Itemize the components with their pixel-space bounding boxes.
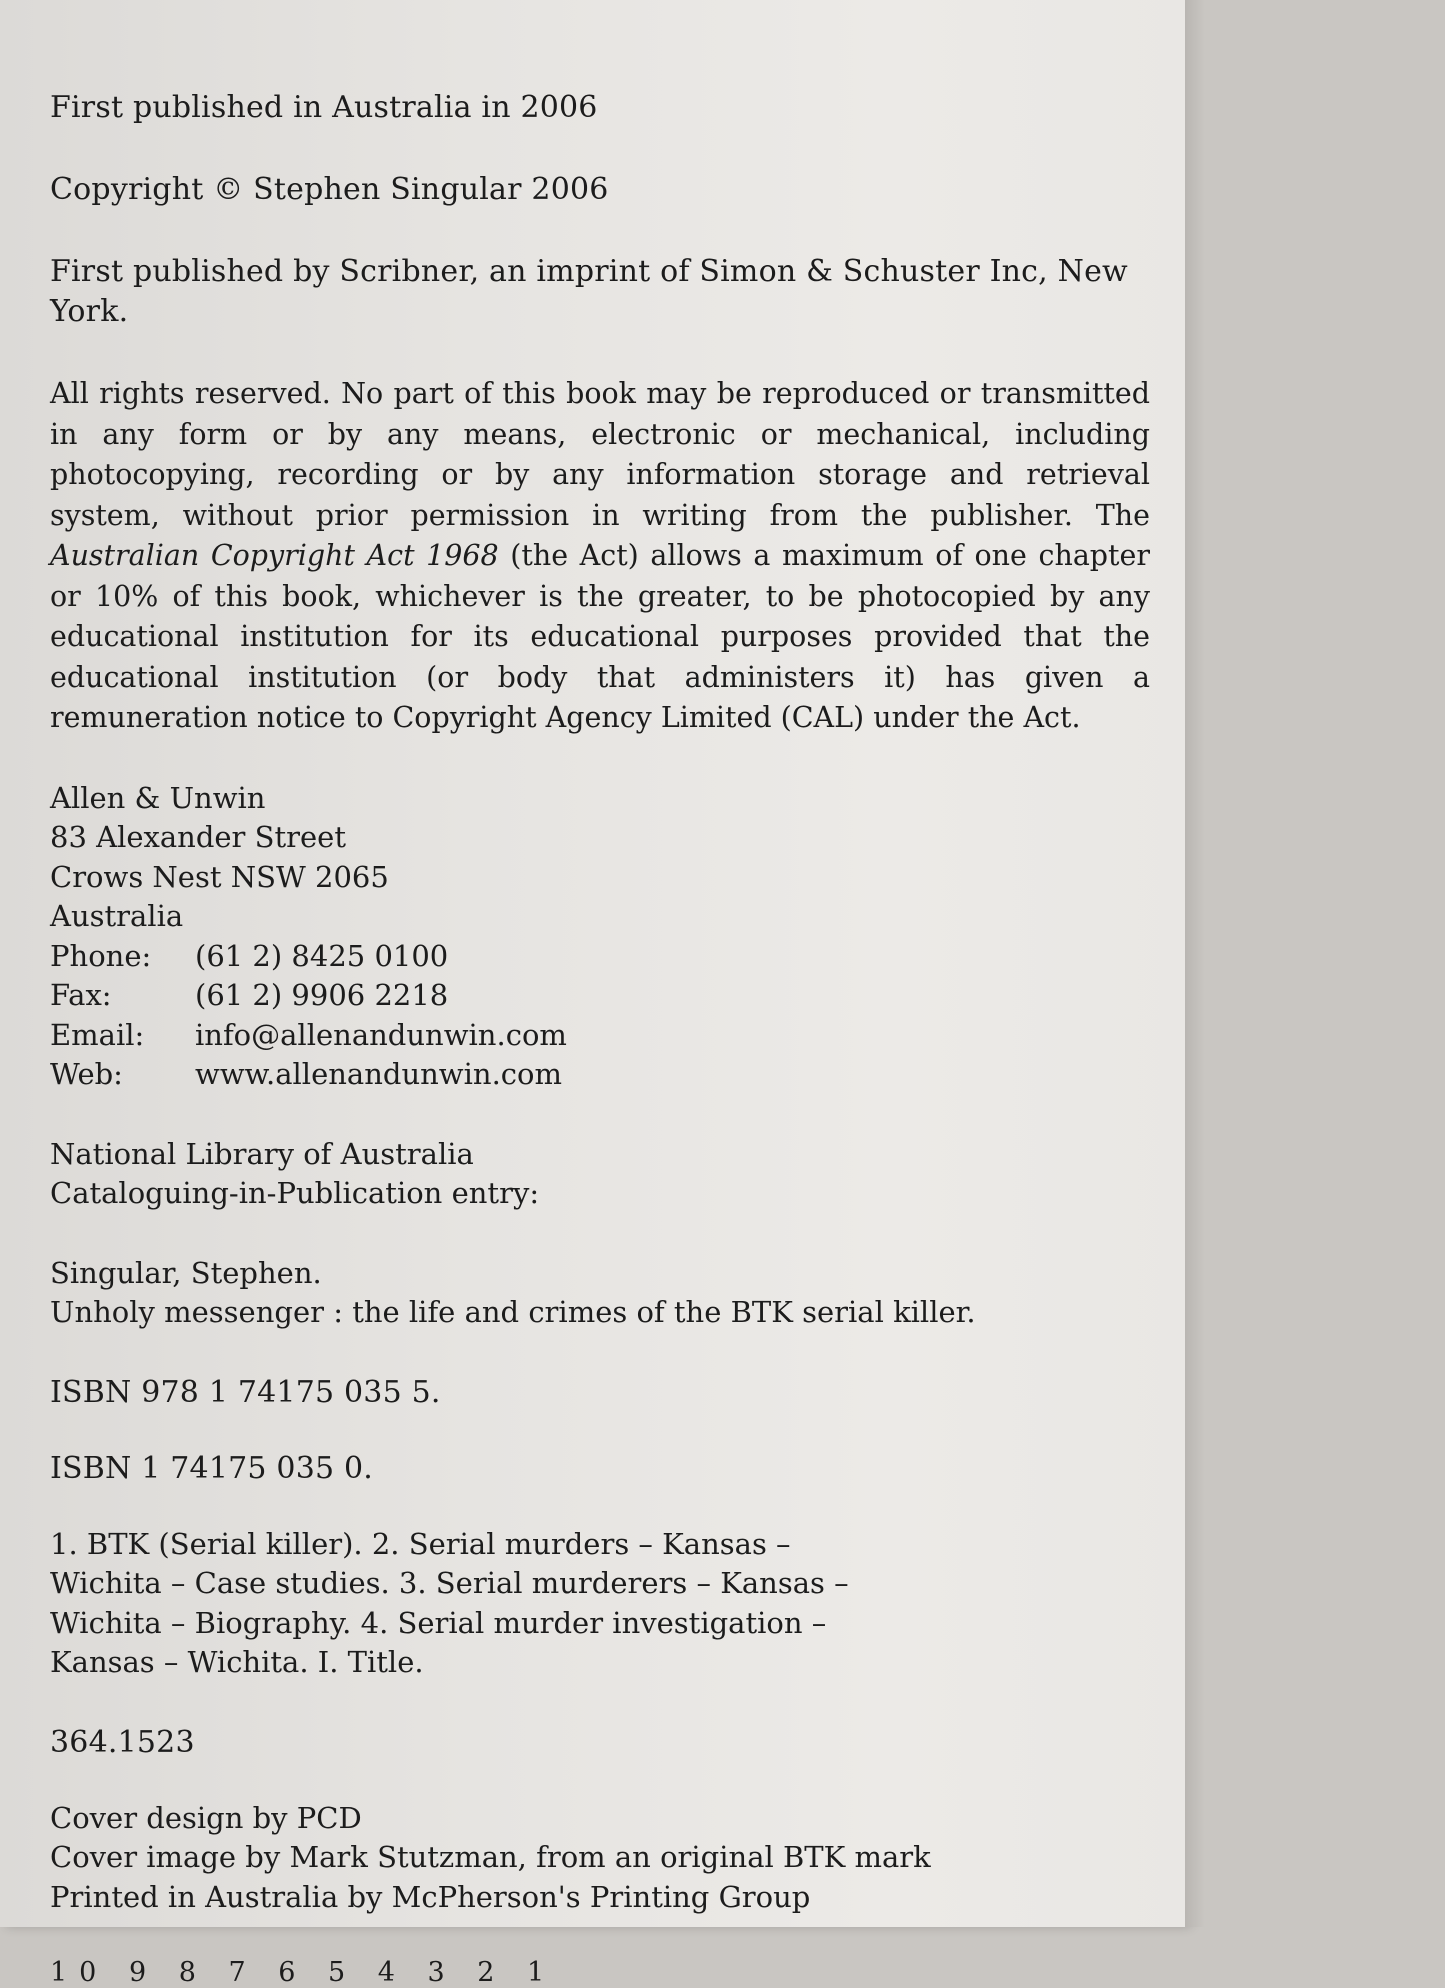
dewey-classification: 364.1523	[50, 1724, 195, 1760]
page-edge-shadow	[1185, 0, 1205, 1927]
first-published-by-line: First published by Scribner, an imprint of Simon & Schuster Inc, New York.	[50, 254, 1128, 329]
copyright-act-title: Australian Copyright Act 1968	[50, 539, 499, 572]
rights-text-part1: All rights reserved. No part of this book may be reproduced or transmitted in any form or by any means, electronic or mechanical, including photocopying, recording or by any information storage and retrieval system, without prior permission in writing from the publisher. The	[50, 377, 1150, 532]
contact-value: (61 2) 8425 0100	[195, 938, 449, 973]
copyright-page-content	[50, 88, 1150, 1988]
rights-text-part2: (the Act) allows a maximum of one chapter or 10% of this book, whichever is the greater, to be photocopied by any educational institution for its educational purposes provided that the educational institution (or body that administers it) has given a remuneration notice to Copyright Agency Limited (CAL) under the Act.	[50, 539, 1150, 734]
cip-subject-line: Kansas – Wichita. I. Title.	[50, 1645, 424, 1679]
cip-subjects-block	[50, 1525, 1150, 1683]
contact-label: Fax:	[50, 978, 112, 1012]
isbn-13: ISBN 978 1 74175 035 5.	[50, 1374, 441, 1410]
publisher-country: Australia	[50, 899, 184, 933]
cover-image-credit: Cover image by Mark Stutzman, from an original BTK mark	[50, 1840, 931, 1874]
contact-label: Web:	[50, 1057, 123, 1091]
contact-label: Phone:	[50, 938, 152, 973]
contact-email-row	[50, 1016, 1150, 1056]
cip-subject-line: 1. BTK (Serial killer). 2. Serial murders – Kansas –	[50, 1526, 791, 1561]
contact-fax-row	[50, 976, 1150, 1016]
cip-heading-block	[50, 1135, 1150, 1214]
cip-title: Unholy messenger : the life and crimes of the BTK serial killer.	[50, 1295, 976, 1329]
publisher-address-block	[50, 779, 1150, 1095]
cover-design-credit: Cover design by PCD	[50, 1800, 362, 1835]
contact-label: Email:	[50, 1017, 145, 1052]
rights-reserved-paragraph	[50, 374, 1150, 739]
library-name: National Library of Australia	[50, 1136, 474, 1171]
printer-credit: Printed in Australia by McPherson's Printing Group	[50, 1879, 811, 1914]
cip-subject-line: Wichita – Biography. 4. Serial murder investigation –	[50, 1605, 827, 1640]
copyright-line: Copyright © Stephen Singular 2006	[50, 172, 609, 207]
contact-web-row	[50, 1055, 1150, 1095]
cip-entry-label: Cataloguing-in-Publication entry:	[50, 1176, 540, 1210]
print-number-line: 10 9 8 7 6 5 4 3 2 1	[50, 1957, 557, 1988]
contact-value: (61 2) 9906 2218	[195, 978, 449, 1012]
contact-phone-row	[50, 937, 1150, 977]
publisher-street: 83 Alexander Street	[50, 820, 346, 854]
first-published-line: First published in Australia in 2006	[50, 90, 598, 125]
publisher-city: Crows Nest NSW 2065	[50, 859, 389, 894]
cip-author-title-block	[50, 1254, 1150, 1333]
contact-value: info@allenandunwin.com	[195, 1017, 567, 1052]
isbn-10: ISBN 1 74175 035 0.	[50, 1450, 374, 1486]
credits-block	[50, 1799, 1150, 1918]
publisher-name: Allen & Unwin	[50, 780, 266, 815]
cip-author: Singular, Stephen.	[50, 1255, 322, 1290]
contact-value: www.allenandunwin.com	[195, 1057, 563, 1091]
cip-subject-line: Wichita – Case studies. 3. Serial murderers – Kansas –	[50, 1566, 849, 1600]
